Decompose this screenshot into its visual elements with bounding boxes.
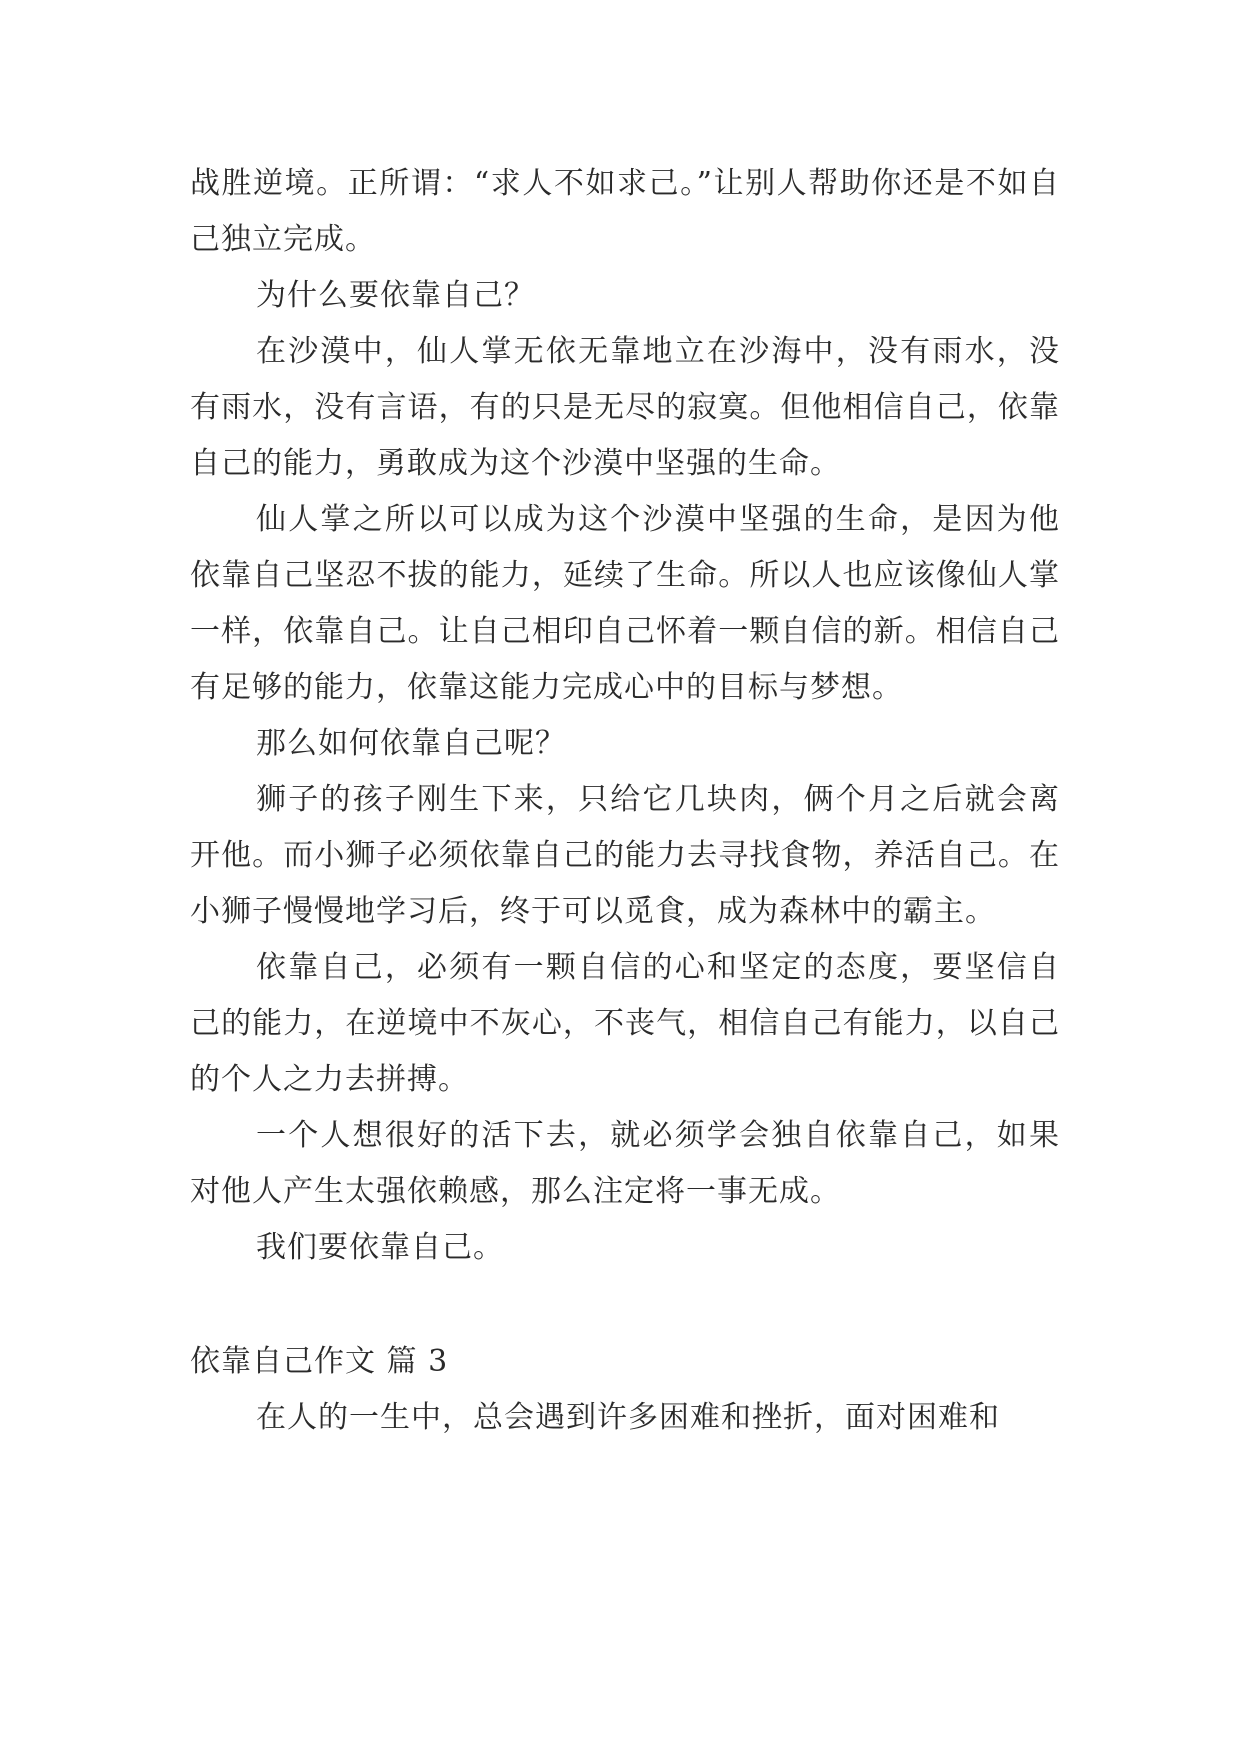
paragraph-8: 一个人想很好的活下去，就必须学会独自依靠自己，如果对他人产生太强依赖感，那么注定将一事无成。	[190, 1118, 1060, 1209]
paragraph-5: 那么如何依靠自己呢？	[256, 726, 566, 761]
paragraph-6: 狮子的孩子刚生下来，只给它几块肉，俩个月之后就会离开他。而小狮子必须依靠自己的能力去寻找食物，养活自己。在小狮子慢慢地学习后，终于可以觅食，成为森林中的霸主。	[190, 782, 1060, 929]
paragraph-1: 战胜逆境。正所谓：“求人不如求己。”让别人帮助你还是不如自己独立完成。	[190, 166, 1060, 257]
paragraph-4: 仙人掌之所以可以成为这个沙漠中坚强的生命，是因为他依靠自己坚忍不拔的能力，延续了生命。所以人也应该像仙人掌一样，依靠自己。让自己相印自己怀着一颗自信的新。相信自己有足够的能力，依靠这能力完成心中的目标与梦想。	[190, 502, 1060, 705]
paragraph-7: 依靠自己，必须有一颗自信的心和坚定的态度，要坚信自己的能力，在逆境中不灰心，不丧气，相信自己有能力，以自己的个人之力去拼搏。	[190, 950, 1060, 1097]
paragraph-2: 为什么要依靠自己？	[256, 278, 535, 313]
document-body	[190, 156, 1060, 1446]
section-title: 依靠自己作文 篇 3	[190, 1344, 449, 1379]
paragraph-9: 我们要依靠自己。	[256, 1230, 504, 1265]
paragraph-10: 在人的一生中，总会遇到许多困难和挫折，面对困难和	[256, 1400, 1000, 1435]
paragraph-3: 在沙漠中，仙人掌无依无靠地立在沙海中，没有雨水，没有雨水，没有言语，有的只是无尽的寂寞。但他相信自己，依靠自己的能力，勇敢成为这个沙漠中坚强的生命。	[190, 334, 1060, 481]
